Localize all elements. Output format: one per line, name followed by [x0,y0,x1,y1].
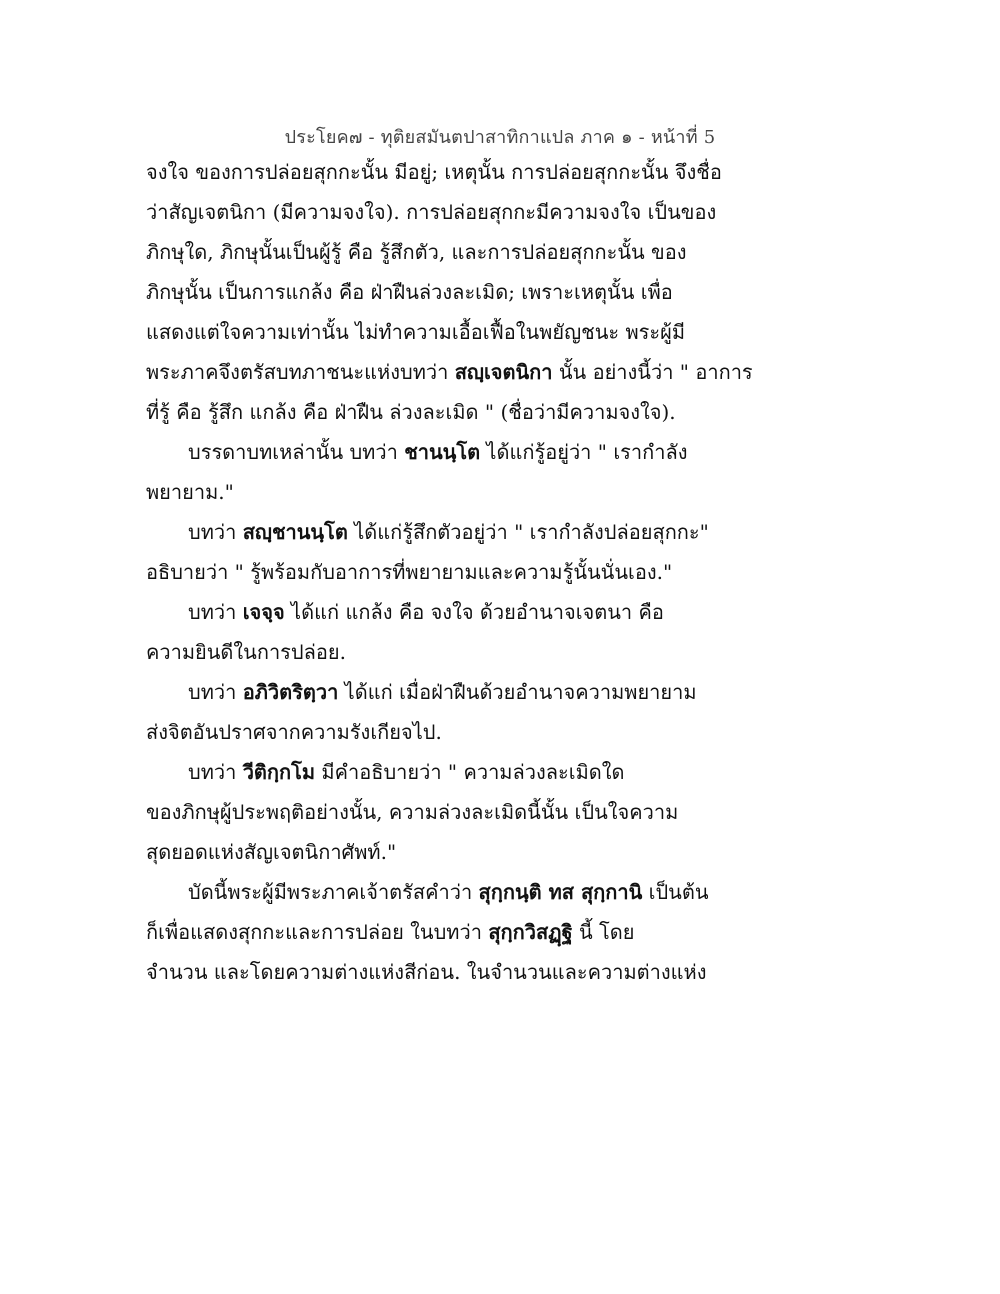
text-line [146,192,866,232]
pali-term: สญฺชานนฺโต [242,520,348,544]
text-line [146,952,866,992]
text-line [146,272,866,312]
text-run: ภิกษุใด, ภิกษุนั้นเป็นผู้รู้ คือ รู้สึกตัว, และการปล่อยสุกกะนั้น ของ [146,240,687,264]
text-line [146,752,866,792]
text-line [146,552,866,592]
text-line [146,672,866,712]
text-run: บทว่า [188,600,243,624]
text-line [146,792,866,832]
pali-term: ชานนฺโต [404,440,481,464]
pali-term: เจจฺจ [242,600,285,624]
text-run: ที่รู้ คือ รู้สึก แกล้ง คือ ฝ่าฝืน ล่วงละเมิด " (ชื่อว่ามีความจงใจ). [146,400,676,424]
text-run: ของภิกษุผู้ประพฤติอย่างนั้น, ความล่วงละเมิดนี้นั้น เป็นใจความ [146,800,679,824]
text-run: นี้ โดย [572,920,635,944]
text-run: จงใจ ของการปล่อยสุกกะนั้น มีอยู่; เหตุนั้น การปล่อยสุกกะนั้น จึงชื่อ [146,160,722,184]
text-run: ส่งจิตอันปราศจากความรังเกียจไป. [146,720,442,744]
text-run: อธิบายว่า " รู้พร้อมกับอาการที่พยายามและความรู้นั้นนั่นเอง." [146,560,673,584]
text-run: เป็นต้น [642,880,709,904]
text-line [146,312,866,352]
text-line [146,832,866,872]
text-line [146,632,866,672]
text-run: ความยินดีในการปล่อย. [146,640,346,664]
text-line [146,352,866,392]
text-run: ได้แก่ แกล้ง คือ จงใจ ด้วยอำนาจเจตนา คือ [284,600,664,624]
text-run: ได้แก่ เมื่อฝ่าฝืนด้วยอำนาจความพยายาม [338,680,697,704]
text-line [146,712,866,752]
text-run: บรรดาบทเหล่านั้น บทว่า [188,440,405,464]
pali-term: วีติกฺกโม [242,760,316,784]
text-line [146,872,866,912]
text-run: ภิกษุนั้น เป็นการแกล้ง คือ ฝ่าฝืนล่วงละเมิด; เพราะเหตุนั้น เพื่อ [146,280,673,304]
text-run: สุดยอดแห่งสัญเจตนิกาศัพท์." [146,840,397,864]
text-run: บทว่า [188,520,243,544]
text-line [146,152,866,192]
text-run: ว่าสัญเจตนิกา (มีความจงใจ). การปล่อยสุกกะมีความจงใจ เป็นของ [146,200,717,224]
pali-term: สุกฺกนฺติ ทส สุกฺกานิ [478,880,643,904]
text-run: บทว่า [188,680,243,704]
text-run: ก็เพื่อแสดงสุกกะและการปล่อย ในบทว่า [146,920,489,944]
text-line [146,472,866,512]
text-line [146,512,866,552]
text-line [146,912,866,952]
text-run: จำนวน และโดยความต่างแห่งสีก่อน. ในจำนวนและความต่างแห่ง [146,960,707,984]
pali-term: สญฺเจตนิกา [454,360,553,384]
text-run: มีคำอธิบายว่า " ความล่วงละเมิดใด [315,760,625,784]
page-header: ประโยค๗ - ทุติยสมันตปาสาทิกาแปล ภาค ๑ - หน้าที่ 5 [284,127,716,148]
text-line [146,592,866,632]
text-run: พระภาคจึงตรัสบทภาชนะแห่งบทว่า [146,360,455,384]
text-line [146,432,866,472]
text-run: ได้แก่รู้อยู่ว่า " เรากำลัง [480,440,688,464]
pali-term: อภิวิตริตฺวา [242,680,339,704]
text-run: บทว่า [188,760,243,784]
pali-term: สุกฺกวิสฏฺฐิ [488,920,573,944]
text-line [146,392,866,432]
text-run: แสดงแต่ใจความเท่านั้น ไม่ทำความเอื้อเฟื้อในพยัญชนะ พระผู้มี [146,320,686,344]
text-line [146,232,866,272]
text-run: พยายาม." [146,480,234,504]
text-run: บัดนี้พระผู้มีพระภาคเจ้าตรัสคำว่า [188,880,479,904]
text-run: นั้น อย่างนี้ว่า " อาการ [552,360,753,384]
text-run: ได้แก่รู้สึกตัวอยู่ว่า " เรากำลังปล่อยสุกกะ" [347,520,709,544]
body-text [146,152,866,992]
